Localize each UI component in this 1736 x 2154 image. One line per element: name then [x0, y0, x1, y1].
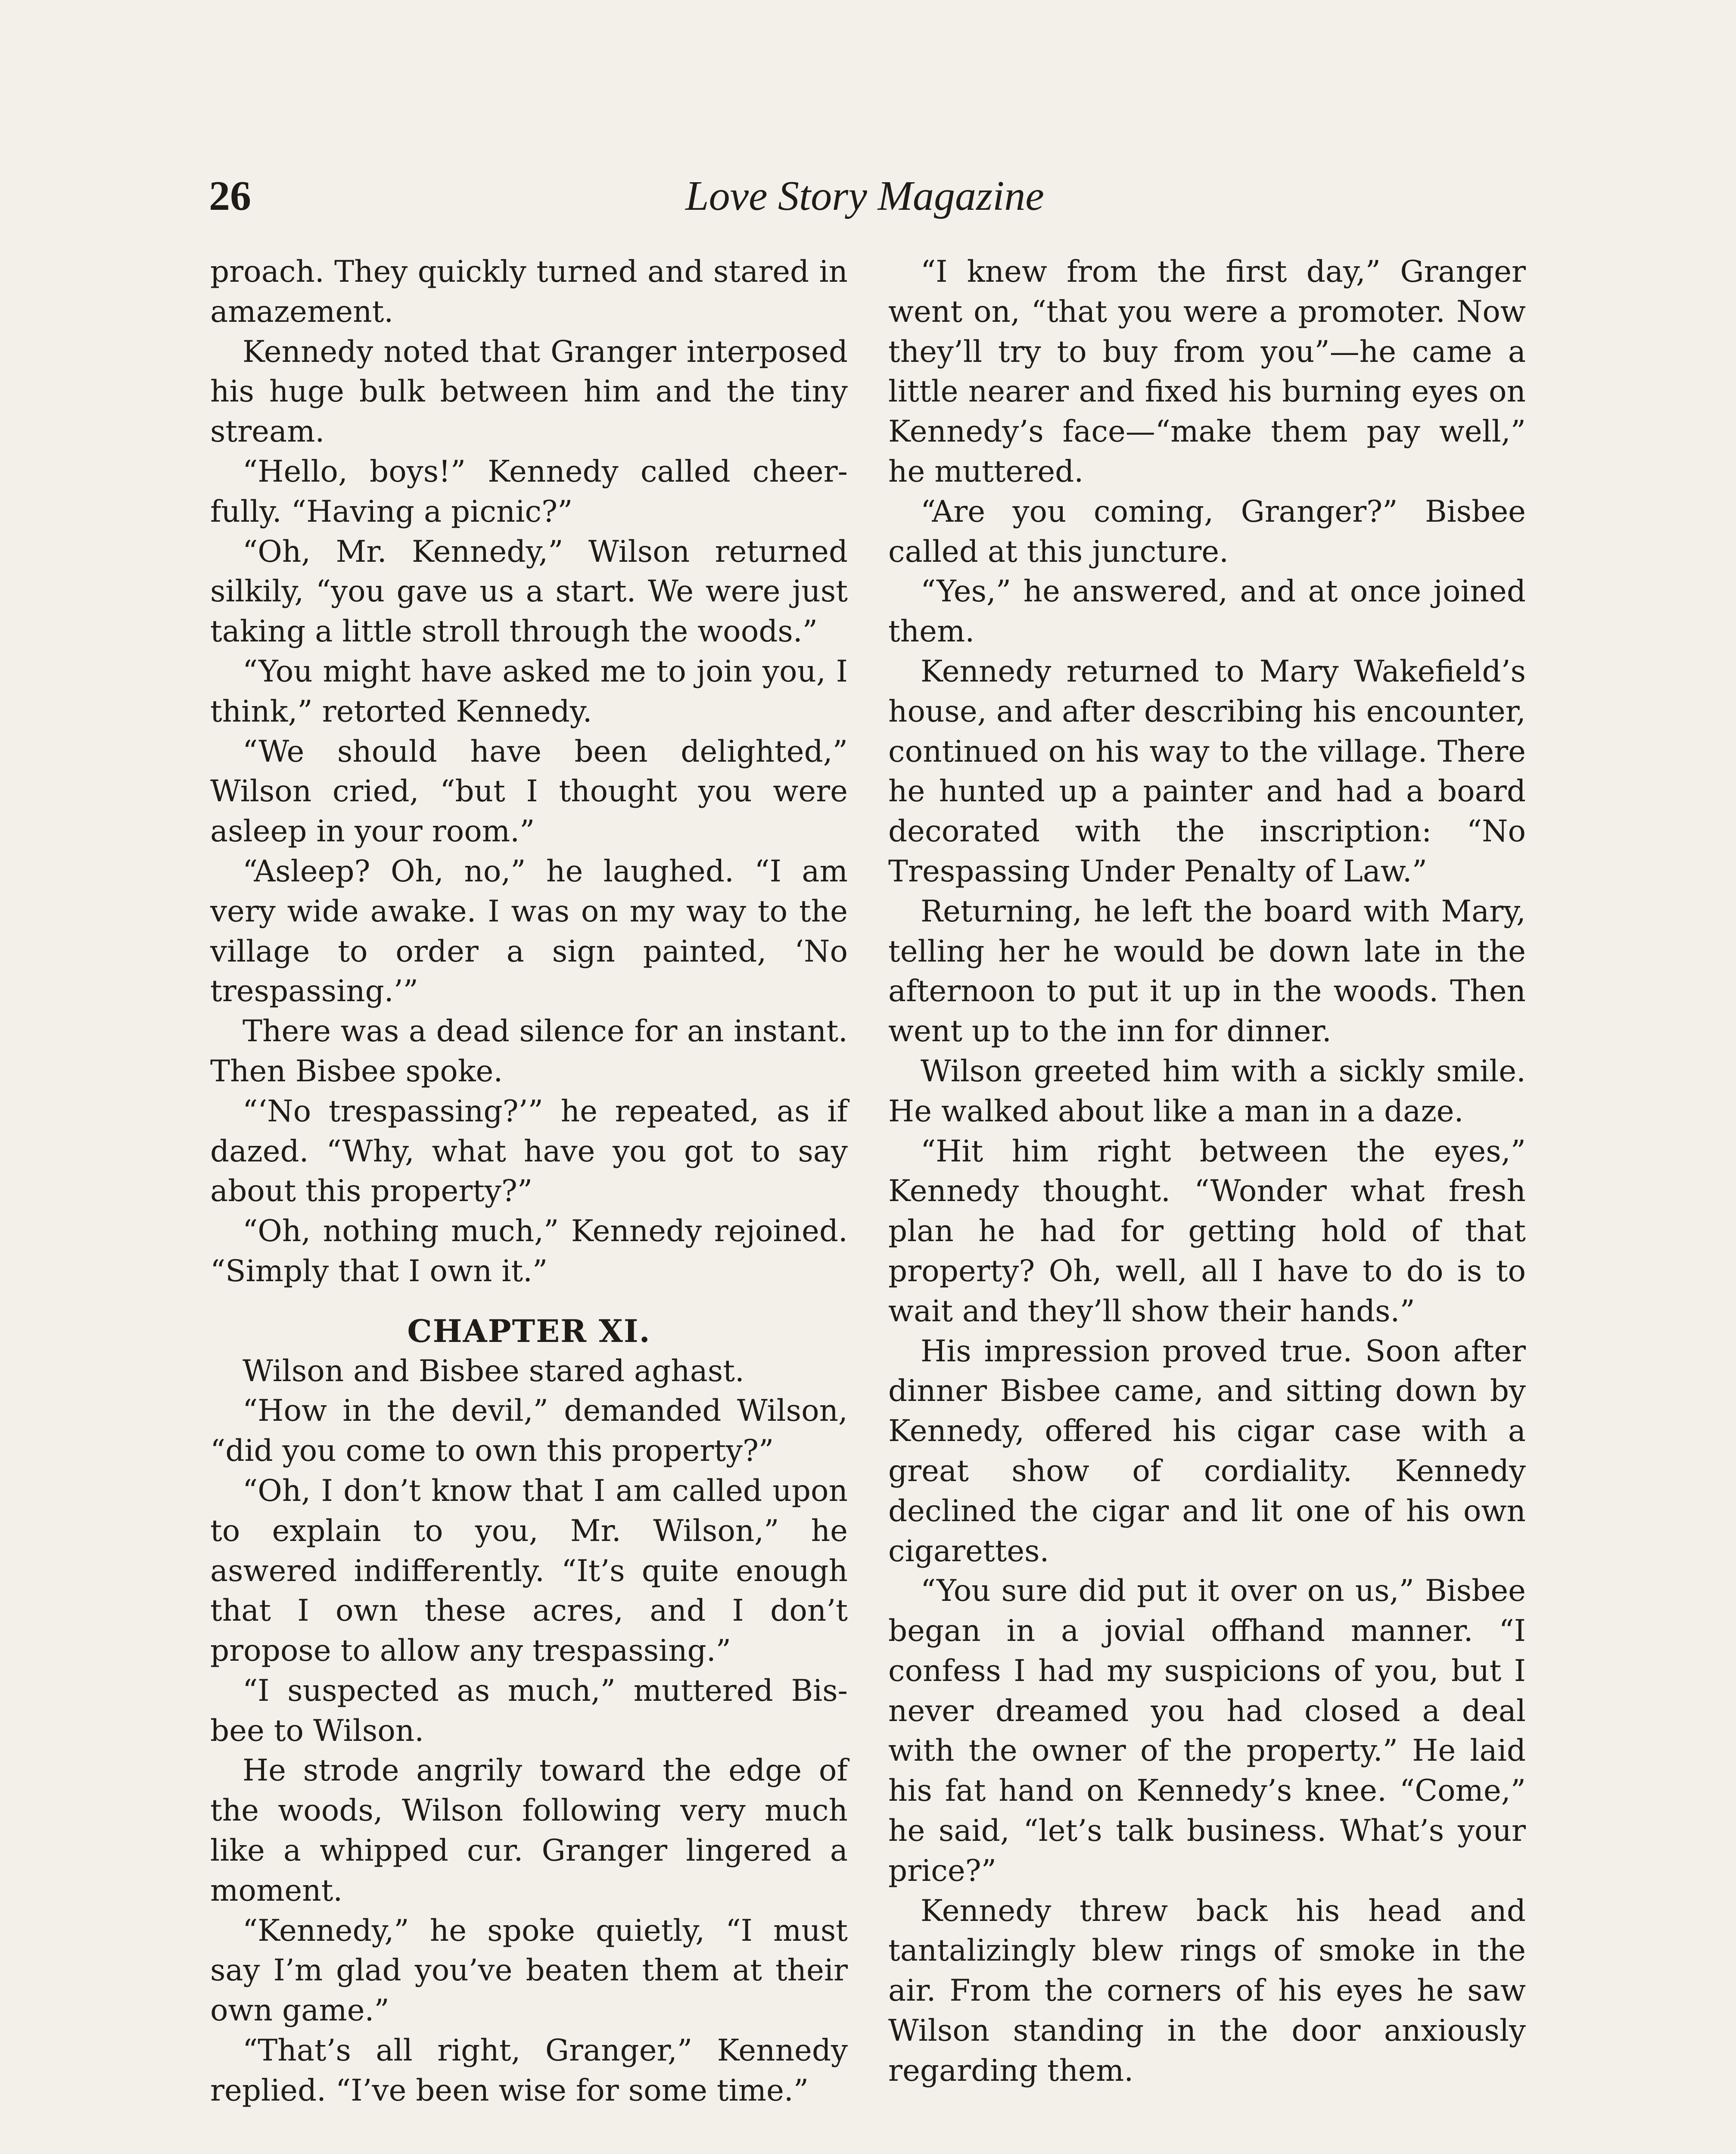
paragraph: “Yes,” he answered, and at once joined them. — [888, 574, 1526, 649]
left-column — [210, 252, 848, 2111]
chapter-heading: CHAPTER XI. — [407, 1312, 651, 1349]
paragraph: “Asleep? Oh, no,” he laughed. “I am very wide awake. I was on my way to the village to order a sign painted, ‘No trespassing.’” — [210, 854, 848, 1009]
paragraph: Kennedy returned to Mary Wakefield’s house, and after describing his encounter, continued on his way to the village. There he hunted up a painter and had a board decorated with the inscription: “No Trespassing Under Penalty of Law.” — [888, 654, 1526, 889]
paragraph: He strode angrily toward the edge of the woods, Wilson following very much like a whipped cur. Granger lingered a moment. — [210, 1753, 848, 1908]
right-column — [888, 252, 1526, 2091]
paragraph: “Oh, Mr. Kennedy,” Wilson returned silkily, “you gave us a start. We were just taking a little stroll through the woods.” — [210, 534, 848, 649]
paragraph: “You sure did put it over on us,” Bisbee began in a jovial offhand manner. “I confess I had my suspicions of you, but I never dreamed you had closed a deal with the owner of the property.” He laid his fat hand on Kennedy’s knee. “Come,” he said, “let’s talk business. What’s your price?” — [888, 1574, 1526, 1888]
paragraph: “Kennedy,” he spoke quietly, “I must say I’m glad you’ve beaten them at their own game.” — [210, 1913, 848, 2028]
paragraph: “I knew from the first day,” Granger went on, “that you were a promoter. Now they’ll try to buy from you”—he came a little nearer and fixed his burning eyes on Kennedy’s face—“make them pay well,” he muttered. — [888, 255, 1526, 489]
paragraph: His impression proved true. Soon after dinner Bisbee came, and sitting down by Kennedy, offered his cigar case with a great show of cordiality. Kennedy declined the cigar and lit one of his own cigarettes. — [888, 1334, 1526, 1569]
paragraph: “You might have asked me to join you, I think,” retorted Kennedy. — [210, 654, 848, 729]
paragraph: Kennedy threw back his head and tantalizingly blew rings of smoke in the air. From the corners of his eyes he saw Wilson standing in the door anxiously regarding them. — [888, 1893, 1526, 2088]
paragraph: “Are you coming, Granger?” Bisbee called at this juncture. — [888, 494, 1526, 569]
paragraph: “That’s all right, Granger,” Kennedy replied. “I’ve been wise for some time.” — [210, 2033, 848, 2108]
paragraph: There was a dead silence for an instant. Then Bisbee spoke. — [210, 1014, 848, 1089]
paragraph: “Hello, boys!” Kennedy called cheerfully. “Having a picnic?” — [210, 454, 848, 529]
paragraph: “Hit him right between the eyes,” Kennedy thought. “Wonder what fresh plan he had for getting hold of that property? Oh, well, all I have to do is to wait and they’ll show their hands.” — [888, 1134, 1526, 1329]
magazine-title: Love Story Magazine — [685, 173, 1044, 219]
running-head — [209, 170, 1521, 226]
paragraph: Returning, he left the board with Mary, telling her he would be down late in the afternoon to put it up in the woods. Then went up to the inn for dinner. — [888, 894, 1526, 1049]
paragraph: Kennedy noted that Granger interposed his huge bulk between him and the tiny stream. — [210, 334, 848, 449]
paragraph: “Oh, I don’t know that I am called upon to explain to you, Mr. Wilson,” he aswered indifferently. “It’s quite enough that I own these acres, and I don’t propose to allow any trespassing.” — [210, 1473, 848, 1668]
paragraph: “How in the devil,” demanded Wilson, “did you come to own this property?” — [210, 1394, 848, 1469]
paragraph: “I suspected as much,” muttered Bisbee to Wilson. — [210, 1673, 848, 1748]
paragraph: “Oh, nothing much,” Kennedy rejoined. “Simply that I own it.” — [210, 1214, 848, 1289]
paragraph: Wilson greeted him with a sickly smile. He walked about like a man in a daze. — [888, 1054, 1526, 1129]
paragraph: proach. They quickly turned and stared in amazement. — [210, 255, 848, 329]
page-number: 26 — [209, 173, 251, 219]
paragraph: “We should have been delighted,” Wilson cried, “but I thought you were asleep in your room.” — [210, 734, 848, 849]
paragraph: “‘No trespassing?’” he repeated, as if dazed. “Why, what have you got to say about this property?” — [210, 1094, 848, 1209]
paragraph: Wilson and Bisbee stared aghast. — [243, 1354, 744, 1388]
